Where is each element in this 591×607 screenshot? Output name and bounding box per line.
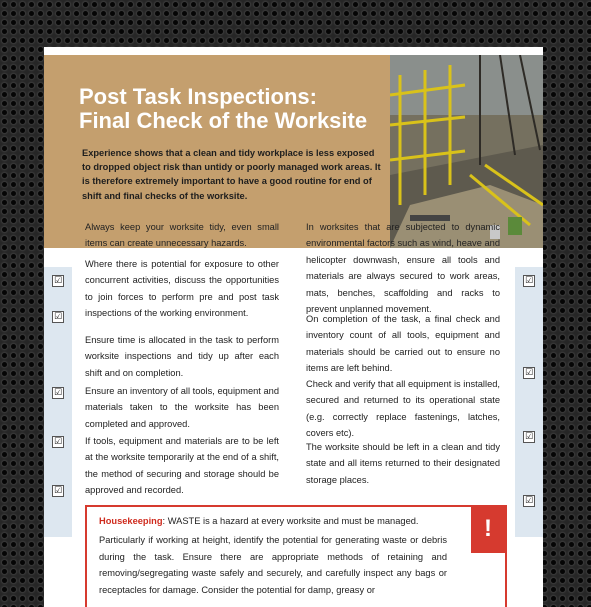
right-item-4: The worksite should be left in a clean and tidy state and all items returned to their designated storage places. [306,442,500,485]
left-item-1: Always keep your worksite tidy, even small items can create unnecessary hazards. [85,222,279,249]
checkbox-left-5: ☑ [53,486,63,496]
page-title [79,85,379,133]
warning-lead: : WASTE is a hazard at every worksite and must be managed. [162,516,419,526]
checkbox-right-1: ☑ [524,276,534,286]
left-item-3: Ensure time is allocated in the task to perform worksite inspections and tidy up after each shift and on completion. [85,335,279,378]
top-border [44,47,543,55]
left-check-column [44,267,72,537]
checkbox-left-2: ☑ [53,312,63,322]
right-check-column [515,267,543,537]
left-item-5: If tools, equipment and materials are to be left at the worksite temporarily at the end of a shift, the method of securing and storage should be approved and recorded. [85,436,279,496]
document-page [44,47,543,607]
left-item-4: Ensure an inventory of all tools, equipment and materials taken to the worksite has been completed and approved. [85,386,279,429]
warning-label: Housekeeping [99,516,163,526]
checkbox-left-3: ☑ [53,388,63,398]
title-line-1: Post Task Inspections: [79,84,317,109]
checkbox-left-1: ☑ [53,276,63,286]
right-item-1: In worksites that are subjected to dynamic environmental factors such as wind, heave and helicopter downwash, ensure all tools and materials are always secured to work areas, mats, benches, scaffolding and racks to prevent unplanned movement. [306,222,500,315]
right-item-2: On completion of the task, a final check and inventory count of all tools, equipment and materials should be carried out to ensure no items are left behind. [306,314,500,374]
checkbox-left-4: ☑ [53,437,63,447]
exclamation-icon: ! [471,507,505,553]
checkbox-right-4: ☑ [524,496,534,506]
housekeeping-warning-box [85,505,507,607]
checkbox-right-2: ☑ [524,368,534,378]
warning-text [99,513,447,598]
title-line-2: Final Check of the Worksite [79,108,368,133]
intro-text: Experience shows that a clean and tidy workplace is less exposed to dropped object risk than untidy or poorly managed work areas. It is therefore extremely important to have a good routine for end of shift and final checks of the worksite. [82,148,381,201]
checkbox-right-3: ☑ [524,432,534,442]
warning-body: Particularly if working at height, identify the potential for generating waste or debris during the task. Ensure there are appropriate methods of retaining and removing/segregating waste safely and securely, and carefully inspect any bags or receptacles for damage. Consider the potential for damp, greasy or [99,535,447,595]
left-item-2: Where there is potential for exposure to other concurrent activities, discuss the opportunities to join forces to perform pre and post task inspections of the working environment. [85,259,279,319]
right-item-3: Check and verify that all equipment is installed, secured and returned to its operational state (e.g. correctly replace fastenings, latches, covers etc). [306,379,500,439]
